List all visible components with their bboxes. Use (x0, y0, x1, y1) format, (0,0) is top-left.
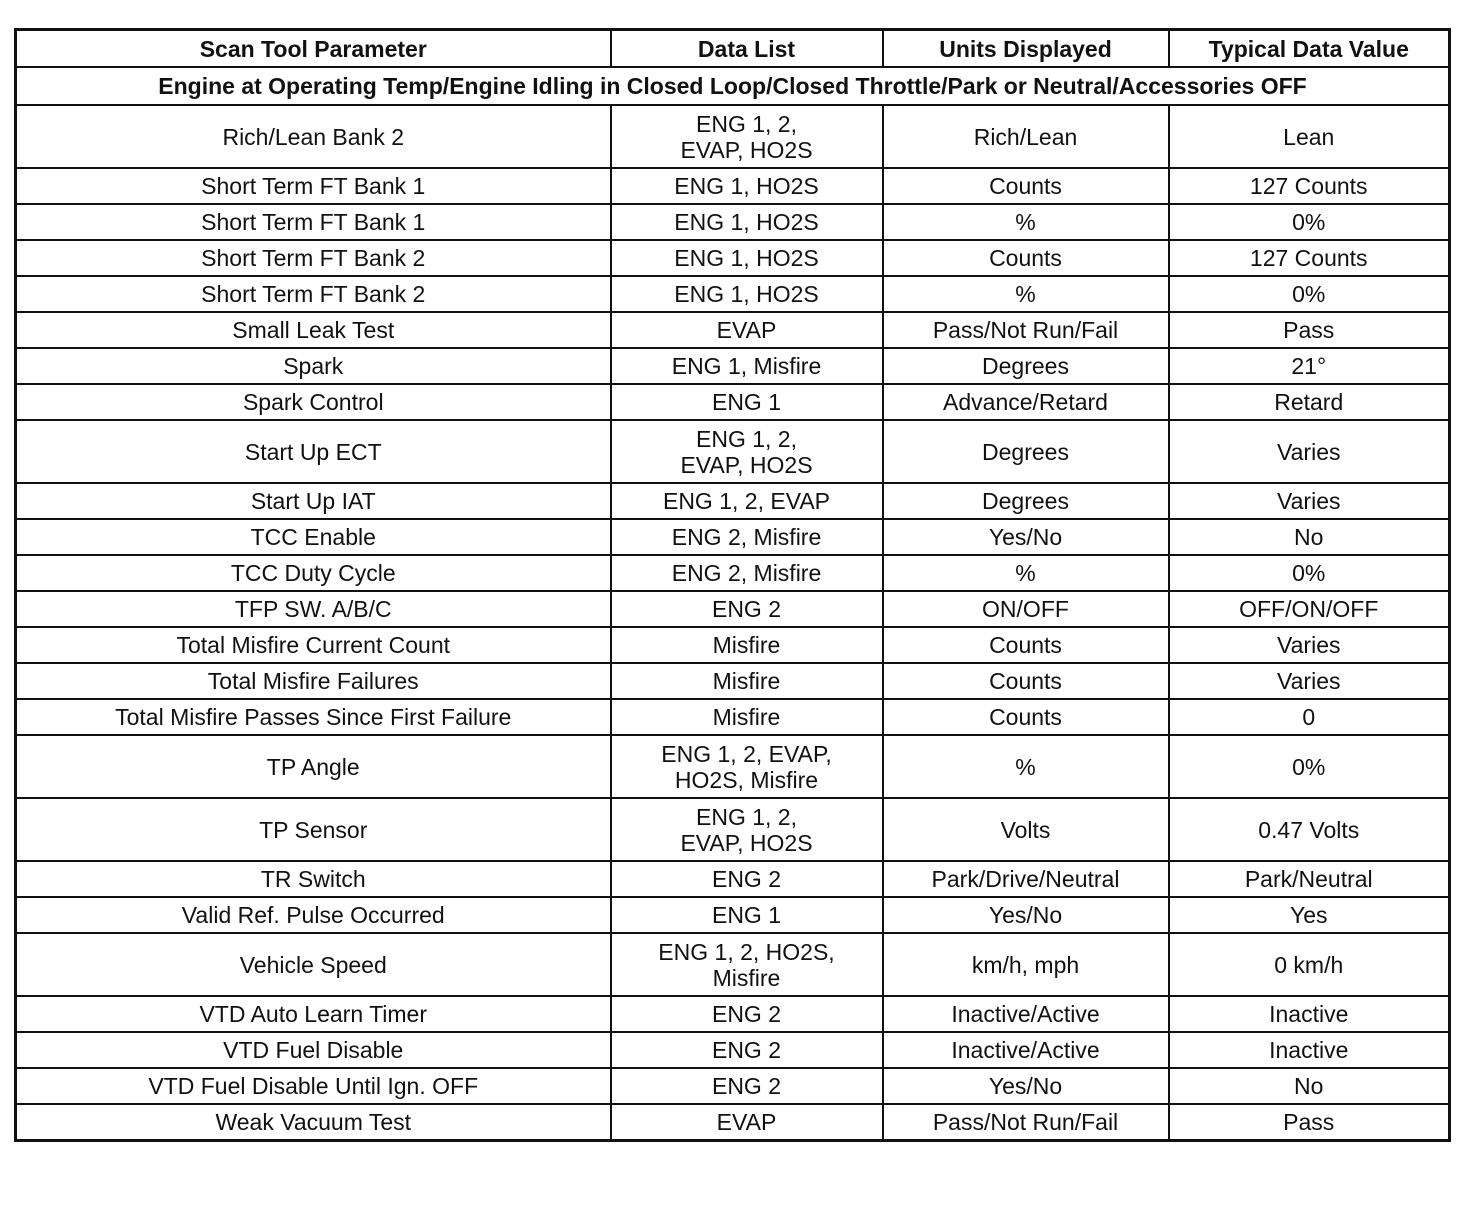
units-cell: Yes/No (883, 519, 1169, 555)
parameter-cell: Start Up IAT (16, 483, 611, 519)
table-row (16, 483, 1450, 519)
data-list-cell (611, 861, 883, 897)
units-cell: Degrees (883, 420, 1169, 483)
units-cell: ON/OFF (883, 591, 1169, 627)
table-row (16, 204, 1450, 240)
parameter-cell: Short Term FT Bank 1 (16, 204, 611, 240)
typical-value-cell: OFF/ON/OFF (1169, 591, 1450, 627)
parameter-cell: Spark (16, 348, 611, 384)
table-row (16, 168, 1450, 204)
parameter-cell: VTD Fuel Disable Until Ign. OFF (16, 1068, 611, 1104)
typical-value-cell: No (1169, 519, 1450, 555)
data-list-line: ENG 1, HO2S (674, 173, 819, 199)
parameter-cell: TCC Duty Cycle (16, 555, 611, 591)
typical-value-cell: Inactive (1169, 996, 1450, 1032)
units-cell: Yes/No (883, 1068, 1169, 1104)
table-row (16, 735, 1450, 798)
data-list-cell (611, 348, 883, 384)
typical-value-cell: 0% (1169, 555, 1450, 591)
parameter-cell: TR Switch (16, 861, 611, 897)
units-cell: Advance/Retard (883, 384, 1169, 420)
data-list-line: EVAP (716, 1109, 777, 1135)
data-list-line: EVAP, HO2S (680, 451, 813, 478)
parameter-cell: TP Sensor (16, 798, 611, 861)
table-row (16, 555, 1450, 591)
parameter-cell: Rich/Lean Bank 2 (16, 105, 611, 168)
typical-value-cell: Yes (1169, 897, 1450, 933)
typical-value-cell: Varies (1169, 483, 1450, 519)
units-cell: % (883, 555, 1169, 591)
data-list-line: Misfire (712, 964, 781, 991)
data-list-cell (611, 276, 883, 312)
units-cell: Park/Drive/Neutral (883, 861, 1169, 897)
typical-value-cell: 127 Counts (1169, 168, 1450, 204)
table-row (16, 996, 1450, 1032)
parameter-cell: Start Up ECT (16, 420, 611, 483)
typical-value-cell: 0% (1169, 276, 1450, 312)
typical-value-cell: No (1169, 1068, 1450, 1104)
table-row (16, 384, 1450, 420)
units-cell: km/h, mph (883, 933, 1169, 996)
data-list-line: ENG 2 (711, 1001, 782, 1027)
units-cell: % (883, 204, 1169, 240)
header-scan-tool-parameter: Scan Tool Parameter (16, 30, 611, 68)
typical-value-cell: 0 km/h (1169, 933, 1450, 996)
units-cell: Counts (883, 627, 1169, 663)
data-list-cell (611, 555, 883, 591)
parameter-cell: Total Misfire Current Count (16, 627, 611, 663)
table-row (16, 240, 1450, 276)
data-list-line: Misfire (712, 632, 781, 658)
data-list-cell (611, 1104, 883, 1141)
data-list-line: ENG 1, HO2S (674, 245, 819, 271)
parameter-cell: VTD Auto Learn Timer (16, 996, 611, 1032)
typical-value-cell: Pass (1169, 312, 1450, 348)
data-list-cell (611, 699, 883, 735)
data-list-line: EVAP, HO2S (680, 829, 813, 856)
parameter-cell: Short Term FT Bank 2 (16, 240, 611, 276)
units-cell: Pass/Not Run/Fail (883, 312, 1169, 348)
data-list-line: ENG 1, HO2S (674, 281, 819, 307)
data-list-cell (611, 933, 883, 996)
data-list-line: ENG 2, Misfire (671, 524, 822, 550)
data-list-cell (611, 996, 883, 1032)
data-list-cell (611, 519, 883, 555)
header-typical-data-value: Typical Data Value (1169, 30, 1450, 68)
table-row (16, 519, 1450, 555)
data-list-cell (611, 663, 883, 699)
data-list-line: ENG 2 (711, 1037, 782, 1063)
table-row (16, 861, 1450, 897)
units-cell: Inactive/Active (883, 1032, 1169, 1068)
data-list-line: ENG 1, 2, EVAP, (661, 740, 832, 767)
data-list-line: Misfire (712, 668, 781, 694)
table-row (16, 348, 1450, 384)
data-list-cell (611, 384, 883, 420)
data-list-line: ENG 1, Misfire (671, 353, 822, 379)
data-list-cell (611, 1032, 883, 1068)
typical-value-cell: Inactive (1169, 1032, 1450, 1068)
table-row (16, 105, 1450, 168)
units-cell: Counts (883, 699, 1169, 735)
typical-value-cell: 0.47 Volts (1169, 798, 1450, 861)
units-cell: Pass/Not Run/Fail (883, 1104, 1169, 1141)
data-list-cell (611, 897, 883, 933)
data-list-cell (611, 798, 883, 861)
typical-value-cell: 0% (1169, 735, 1450, 798)
header-row (16, 30, 1450, 68)
typical-value-cell: 0 (1169, 699, 1450, 735)
table-row (16, 663, 1450, 699)
data-list-cell (611, 204, 883, 240)
data-list-line: ENG 1, 2, HO2S, (658, 938, 835, 965)
data-list-cell (611, 735, 883, 798)
parameter-cell: TCC Enable (16, 519, 611, 555)
units-cell: % (883, 276, 1169, 312)
parameter-cell: Vehicle Speed (16, 933, 611, 996)
data-list-line: HO2S, Misfire (674, 766, 819, 793)
data-list-cell (611, 420, 883, 483)
table-row (16, 1104, 1450, 1141)
data-list-line: EVAP (716, 317, 777, 343)
parameter-cell: TFP SW. A/B/C (16, 591, 611, 627)
typical-value-cell: Varies (1169, 420, 1450, 483)
parameter-cell: Valid Ref. Pulse Occurred (16, 897, 611, 933)
header-units-displayed: Units Displayed (883, 30, 1169, 68)
data-list-cell (611, 312, 883, 348)
units-cell: Inactive/Active (883, 996, 1169, 1032)
units-cell: Degrees (883, 483, 1169, 519)
data-list-line: Misfire (712, 704, 781, 730)
table-row (16, 276, 1450, 312)
scan-tool-data-table (14, 28, 1451, 1142)
parameter-cell: Small Leak Test (16, 312, 611, 348)
units-cell: Counts (883, 168, 1169, 204)
table-row (16, 1068, 1450, 1104)
typical-value-cell: Varies (1169, 663, 1450, 699)
data-list-cell (611, 627, 883, 663)
units-cell: Volts (883, 798, 1169, 861)
data-list-line: ENG 1, HO2S (674, 209, 819, 235)
data-list-line: EVAP, HO2S (680, 136, 813, 163)
parameter-cell: TP Angle (16, 735, 611, 798)
typical-value-cell: Lean (1169, 105, 1450, 168)
typical-value-cell: 127 Counts (1169, 240, 1450, 276)
parameter-cell: Total Misfire Passes Since First Failure (16, 699, 611, 735)
data-list-cell (611, 105, 883, 168)
data-list-line: ENG 1 (711, 902, 782, 928)
data-list-line: ENG 1, 2, (696, 803, 797, 830)
table-row (16, 897, 1450, 933)
typical-value-cell: Varies (1169, 627, 1450, 663)
data-list-line: ENG 1 (711, 389, 782, 415)
typical-value-cell: 0% (1169, 204, 1450, 240)
typical-value-cell: Pass (1169, 1104, 1450, 1141)
data-list-line: ENG 2 (711, 1073, 782, 1099)
data-list-line: ENG 1, 2, (696, 110, 797, 137)
table-row (16, 627, 1450, 663)
data-list-cell (611, 240, 883, 276)
operating-condition: Engine at Operating Temp/Engine Idling in Closed Loop/Closed Throttle/Park or Neutral/Accessories OFF (16, 67, 1450, 105)
units-cell: % (883, 735, 1169, 798)
units-cell: Yes/No (883, 897, 1169, 933)
table-row (16, 312, 1450, 348)
table-row (16, 420, 1450, 483)
parameter-cell: Short Term FT Bank 2 (16, 276, 611, 312)
table-row (16, 933, 1450, 996)
data-list-cell (611, 483, 883, 519)
header-data-list: Data List (611, 30, 883, 68)
parameter-cell: Weak Vacuum Test (16, 1104, 611, 1141)
table-row (16, 699, 1450, 735)
parameter-cell: Spark Control (16, 384, 611, 420)
data-list-cell (611, 591, 883, 627)
typical-value-cell: Park/Neutral (1169, 861, 1450, 897)
data-list-cell (611, 1068, 883, 1104)
units-cell: Degrees (883, 348, 1169, 384)
table-row (16, 1032, 1450, 1068)
parameter-cell: Total Misfire Failures (16, 663, 611, 699)
data-list-line: ENG 2 (711, 596, 782, 622)
table-row (16, 591, 1450, 627)
parameter-cell: Short Term FT Bank 1 (16, 168, 611, 204)
data-list-line: ENG 2 (711, 866, 782, 892)
typical-value-cell: Retard (1169, 384, 1450, 420)
data-list-line: ENG 1, 2, (696, 425, 797, 452)
data-list-line: ENG 2, Misfire (671, 560, 822, 586)
typical-value-cell: 21° (1169, 348, 1450, 384)
units-cell: Counts (883, 240, 1169, 276)
parameter-cell: VTD Fuel Disable (16, 1032, 611, 1068)
data-list-cell (611, 168, 883, 204)
table-row (16, 798, 1450, 861)
units-cell: Rich/Lean (883, 105, 1169, 168)
data-list-line: ENG 1, 2, EVAP (662, 488, 831, 514)
units-cell: Counts (883, 663, 1169, 699)
condition-row (16, 67, 1450, 105)
